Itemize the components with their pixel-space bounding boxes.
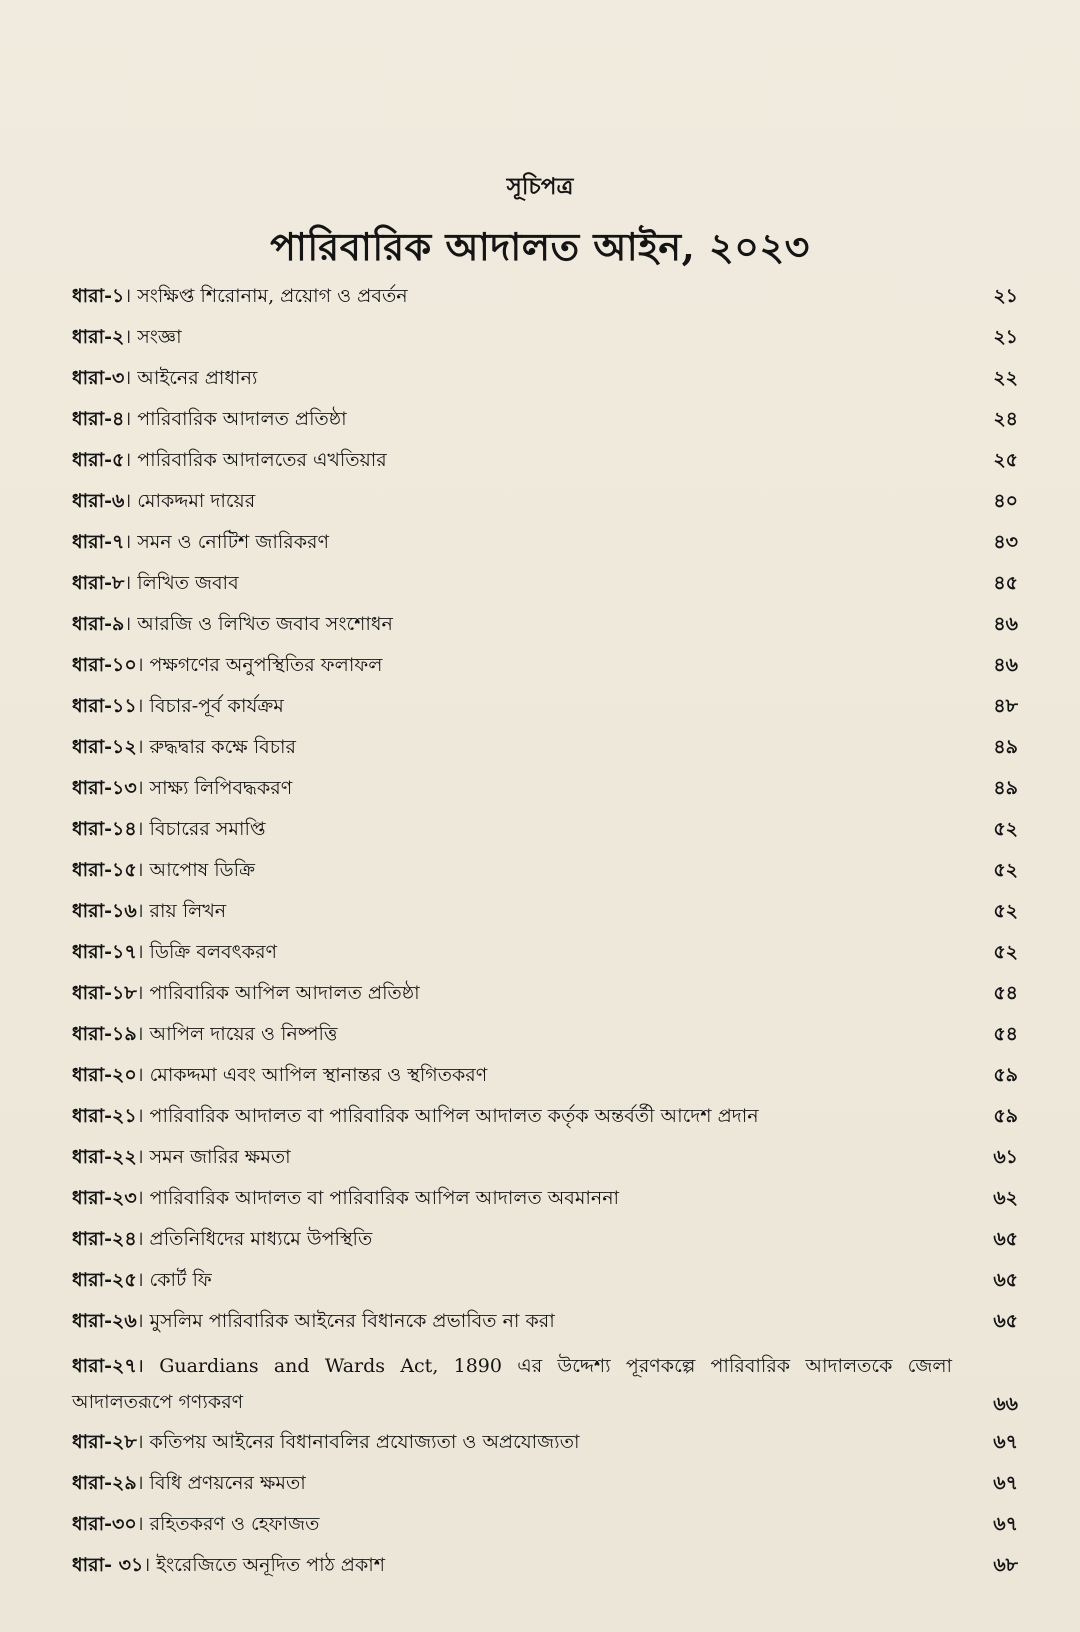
separator: । [136, 736, 150, 758]
section-number: ধারা-২১ [72, 1105, 137, 1127]
separator: । [143, 1554, 157, 1576]
page-number: ৫৪ [993, 1023, 1018, 1045]
toc-entry [72, 1105, 759, 1127]
section-title: ডিক্রি বলবৎকরণ [149, 941, 278, 963]
section-number: ধারা-১৪ [72, 818, 137, 840]
page-number: ৪৬ [993, 654, 1018, 676]
toc-row [72, 1504, 1018, 1545]
page-number: ৬৬ [993, 1393, 1018, 1415]
section-title: সাক্ষ্য লিপিবদ্ধকরণ [149, 777, 293, 799]
toc-entry [72, 941, 277, 963]
section-number: ধারা-১৭ [72, 941, 137, 963]
toc-entry [72, 859, 255, 881]
section-number: ধারা-৪ [72, 408, 125, 430]
toc-row [72, 850, 1018, 891]
page-number: ২১ [993, 285, 1018, 307]
toc-entry [72, 285, 408, 307]
toc-row [72, 1137, 1018, 1178]
toc-entry [72, 1269, 212, 1291]
toc-entry [72, 1513, 319, 1535]
separator: । [124, 613, 138, 635]
toc-entry [72, 654, 382, 676]
toc-row [72, 1301, 1018, 1342]
separator: । [124, 490, 138, 512]
section-number: ধারা-৯ [72, 613, 125, 635]
toc-entry [72, 1146, 291, 1168]
toc-entry [72, 1554, 385, 1576]
separator: । [136, 982, 150, 1004]
section-title: বিচার-পূর্ব কার্যক্রম [149, 695, 284, 717]
table-of-contents [72, 276, 1018, 1586]
separator: । [136, 859, 150, 881]
separator: । [136, 818, 150, 840]
page-number: ২৫ [993, 449, 1018, 471]
section-title: আইনের প্রাধান্য [137, 367, 258, 389]
page-number: ৫৯ [993, 1105, 1018, 1127]
toc-row [72, 645, 1018, 686]
section-title: সমন ও নোটিশ জারিকরণ [137, 531, 329, 553]
toc-row [72, 932, 1018, 973]
section-title: আপিল দায়ের ও নিষ্পত্তি [149, 1023, 338, 1045]
page-number: ৬৫ [993, 1310, 1018, 1332]
page-number: ৫২ [993, 818, 1018, 840]
separator: । [136, 1023, 150, 1045]
toc-row [72, 809, 1018, 850]
toc-entry [72, 1187, 619, 1209]
separator: । [124, 285, 138, 307]
toc-entry [72, 1064, 487, 1086]
section-number: ধারা-৭ [72, 531, 125, 553]
page-number: ৬৭ [993, 1431, 1018, 1453]
toc-entry [72, 1310, 555, 1332]
section-number: ধারা-৬ [72, 490, 125, 512]
page-number: ৬৮ [993, 1554, 1018, 1576]
toc-entry [72, 531, 329, 553]
section-title: সমন জারির ক্ষমতা [149, 1146, 291, 1168]
separator: । [136, 1310, 150, 1332]
page-number: ৫৪ [993, 982, 1018, 1004]
toc-row [72, 1014, 1018, 1055]
section-number: ধারা-২৩ [72, 1187, 137, 1209]
section-title: পারিবারিক আপিল আদালত প্রতিষ্ঠা [149, 982, 420, 1004]
page-number: ৪৬ [993, 613, 1018, 635]
toc-row [72, 1055, 1018, 1096]
section-number: ধারা-১৫ [72, 859, 137, 881]
section-title: আপোষ ডিক্রি [149, 859, 255, 881]
separator: । [124, 408, 138, 430]
toc-row [72, 563, 1018, 604]
toc-row [72, 1096, 1018, 1137]
section-number: ধারা-২৬ [72, 1310, 137, 1332]
section-number: ধারা-১৬ [72, 900, 137, 922]
toc-entry [72, 326, 182, 348]
section-number: ধারা-২৭ [72, 1355, 137, 1377]
toc-row [72, 481, 1018, 522]
toc-entry [72, 982, 420, 1004]
toc-row [72, 522, 1018, 563]
toc-row [72, 1219, 1018, 1260]
section-number: ধারা-২৫ [72, 1269, 137, 1291]
toc-entry [72, 613, 393, 635]
separator: । [136, 695, 150, 717]
section-number: ধারা-১৮ [72, 982, 137, 1004]
separator: । [124, 367, 138, 389]
section-title: লিখিত জবাব [137, 572, 239, 594]
section-number: ধারা-২৮ [72, 1431, 137, 1453]
section-title: কতিপয় আইনের বিধানাবলির প্রযোজ্যতা ও অপ্রযোজ্যতা [149, 1431, 580, 1453]
page-number: ৪৯ [993, 736, 1018, 758]
toc-entry [72, 1228, 372, 1250]
section-number: ধারা- ৩১ [72, 1554, 144, 1576]
toc-entry [72, 777, 292, 799]
section-title: মোকদ্দমা দায়ের [137, 490, 256, 512]
section-number: ধারা-২ [72, 326, 125, 348]
section-title: বিধি প্রণয়নের ক্ষমতা [149, 1472, 306, 1494]
page-number: ৬৫ [993, 1269, 1018, 1291]
section-title: Guardians and Wards Act, 1890 এর উদ্দেশ্য পূরণকল্পে পারিবারিক আদালতকে জেলা আদালতরূপে গণ্যকরণ [72, 1355, 953, 1413]
separator: । [136, 1431, 150, 1453]
separator: । [136, 1269, 150, 1291]
section-title: পারিবারিক আদালত প্রতিষ্ঠা [137, 408, 347, 430]
toc-row [72, 1422, 1018, 1463]
toc-row [72, 686, 1018, 727]
section-number: ধারা-১২ [72, 736, 137, 758]
section-title: রহিতকরণ ও হেফাজত [149, 1513, 320, 1535]
section-title: ইংরেজিতে অনূদিত পাঠ প্রকাশ [156, 1554, 386, 1576]
section-title: পারিবারিক আদালতের এখতিয়ার [137, 449, 387, 471]
toc-row [72, 727, 1018, 768]
toc-row [72, 317, 1018, 358]
toc-entry [72, 1348, 952, 1420]
toc-row [72, 276, 1018, 317]
section-title: সংক্ষিপ্ত শিরোনাম, প্রয়োগ ও প্রবর্তন [137, 285, 408, 307]
toc-row [72, 1342, 1018, 1422]
separator: । [124, 531, 138, 553]
toc-row [72, 1178, 1018, 1219]
toc-entry [72, 1431, 579, 1453]
separator: । [124, 449, 138, 471]
page-number: ৪৮ [993, 695, 1018, 717]
separator: । [136, 1513, 150, 1535]
separator: । [124, 326, 138, 348]
toc-row [72, 768, 1018, 809]
page-number: ২২ [993, 367, 1018, 389]
separator: । [136, 1146, 150, 1168]
page-number: ৪৯ [993, 777, 1018, 799]
section-number: ধারা-২৪ [72, 1228, 137, 1250]
toc-entry [72, 900, 226, 922]
toc-row [72, 891, 1018, 932]
page-title: পারিবারিক আদালত আইন, ২০২৩ [270, 224, 810, 269]
section-title: কোর্ট ফি [149, 1269, 212, 1291]
separator: । [136, 1105, 150, 1127]
section-number: ধারা-৩ [72, 367, 125, 389]
section-number: ধারা-১০ [72, 654, 137, 676]
page-number: ৪০ [993, 490, 1018, 512]
toc-entry [72, 736, 296, 758]
toc-row [72, 1545, 1018, 1586]
page-number: ৫২ [993, 941, 1018, 963]
section-title: পক্ষগণের অনুপস্থিতির ফলাফল [149, 654, 383, 676]
toc-entry [72, 367, 257, 389]
page-number: ৬৭ [993, 1472, 1018, 1494]
section-title: রায় লিখন [149, 900, 227, 922]
separator: । [136, 777, 150, 799]
toc-row [72, 440, 1018, 481]
section-number: ধারা-১৯ [72, 1023, 137, 1045]
section-number: ধারা-১৩ [72, 777, 137, 799]
page-number: ৬৭ [993, 1513, 1018, 1535]
toc-entry [72, 1023, 338, 1045]
page-number: ৪৫ [993, 572, 1018, 594]
section-number: ধারা-২২ [72, 1146, 137, 1168]
toc-entry [72, 572, 239, 594]
toc-entry [72, 449, 387, 471]
page-number: ৫৯ [993, 1064, 1018, 1086]
separator: । [136, 900, 150, 922]
section-title: রুদ্ধদ্বার কক্ষে বিচার [149, 736, 296, 758]
section-title: মুসলিম পারিবারিক আইনের বিধানকে প্রভাবিত না করা [149, 1310, 555, 1332]
page-number: ৫২ [993, 900, 1018, 922]
separator: । [124, 572, 138, 594]
toc-row [72, 1463, 1018, 1504]
page-number: ৫২ [993, 859, 1018, 881]
toc-row [72, 358, 1018, 399]
separator: । [136, 1472, 150, 1494]
section-number: ধারা-২০ [72, 1064, 137, 1086]
toc-row [72, 399, 1018, 440]
separator: । [136, 1228, 150, 1250]
section-title: পারিবারিক আদালত বা পারিবারিক আপিল আদালত অবমাননা [149, 1187, 620, 1209]
section-number: ধারা-২৯ [72, 1472, 137, 1494]
section-number: ধারা-৩০ [72, 1513, 137, 1535]
toc-entry [72, 408, 347, 430]
separator: । [136, 1064, 150, 1086]
page-number: ৬১ [993, 1146, 1018, 1168]
separator: । [136, 1355, 160, 1377]
toc-entry [72, 695, 284, 717]
section-title: সংজ্ঞা [137, 326, 182, 348]
toc-row [72, 973, 1018, 1014]
page-number: ৬২ [993, 1187, 1018, 1209]
section-number: ধারা-৫ [72, 449, 125, 471]
section-title: পারিবারিক আদালত বা পারিবারিক আপিল আদালত কর্তৃক অন্তর্বর্তী আদেশ প্রদান [149, 1105, 759, 1127]
contents-label: সূচিপত্র [506, 173, 574, 200]
toc-row [72, 604, 1018, 645]
separator: । [136, 941, 150, 963]
section-number: ধারা-১১ [72, 695, 137, 717]
toc-entry [72, 1472, 306, 1494]
page-number: ২১ [993, 326, 1018, 348]
section-number: ধারা-১ [72, 285, 125, 307]
section-title: প্রতিনিধিদের মাধ্যমে উপস্থিতি [149, 1228, 373, 1250]
page-number: ২৪ [993, 408, 1018, 430]
section-title: আরজি ও লিখিত জবাব সংশোধন [137, 613, 393, 635]
toc-entry [72, 490, 255, 512]
section-title: বিচারের সমাপ্তি [149, 818, 266, 840]
page-number: ৬৫ [993, 1228, 1018, 1250]
page-number: ৪৩ [993, 531, 1018, 553]
toc-row [72, 1260, 1018, 1301]
separator: । [136, 1187, 150, 1209]
section-number: ধারা-৮ [72, 572, 125, 594]
toc-entry [72, 818, 266, 840]
section-title: মোকদ্দমা এবং আপিল স্থানান্তর ও স্থগিতকরণ [149, 1064, 488, 1086]
separator: । [136, 654, 150, 676]
